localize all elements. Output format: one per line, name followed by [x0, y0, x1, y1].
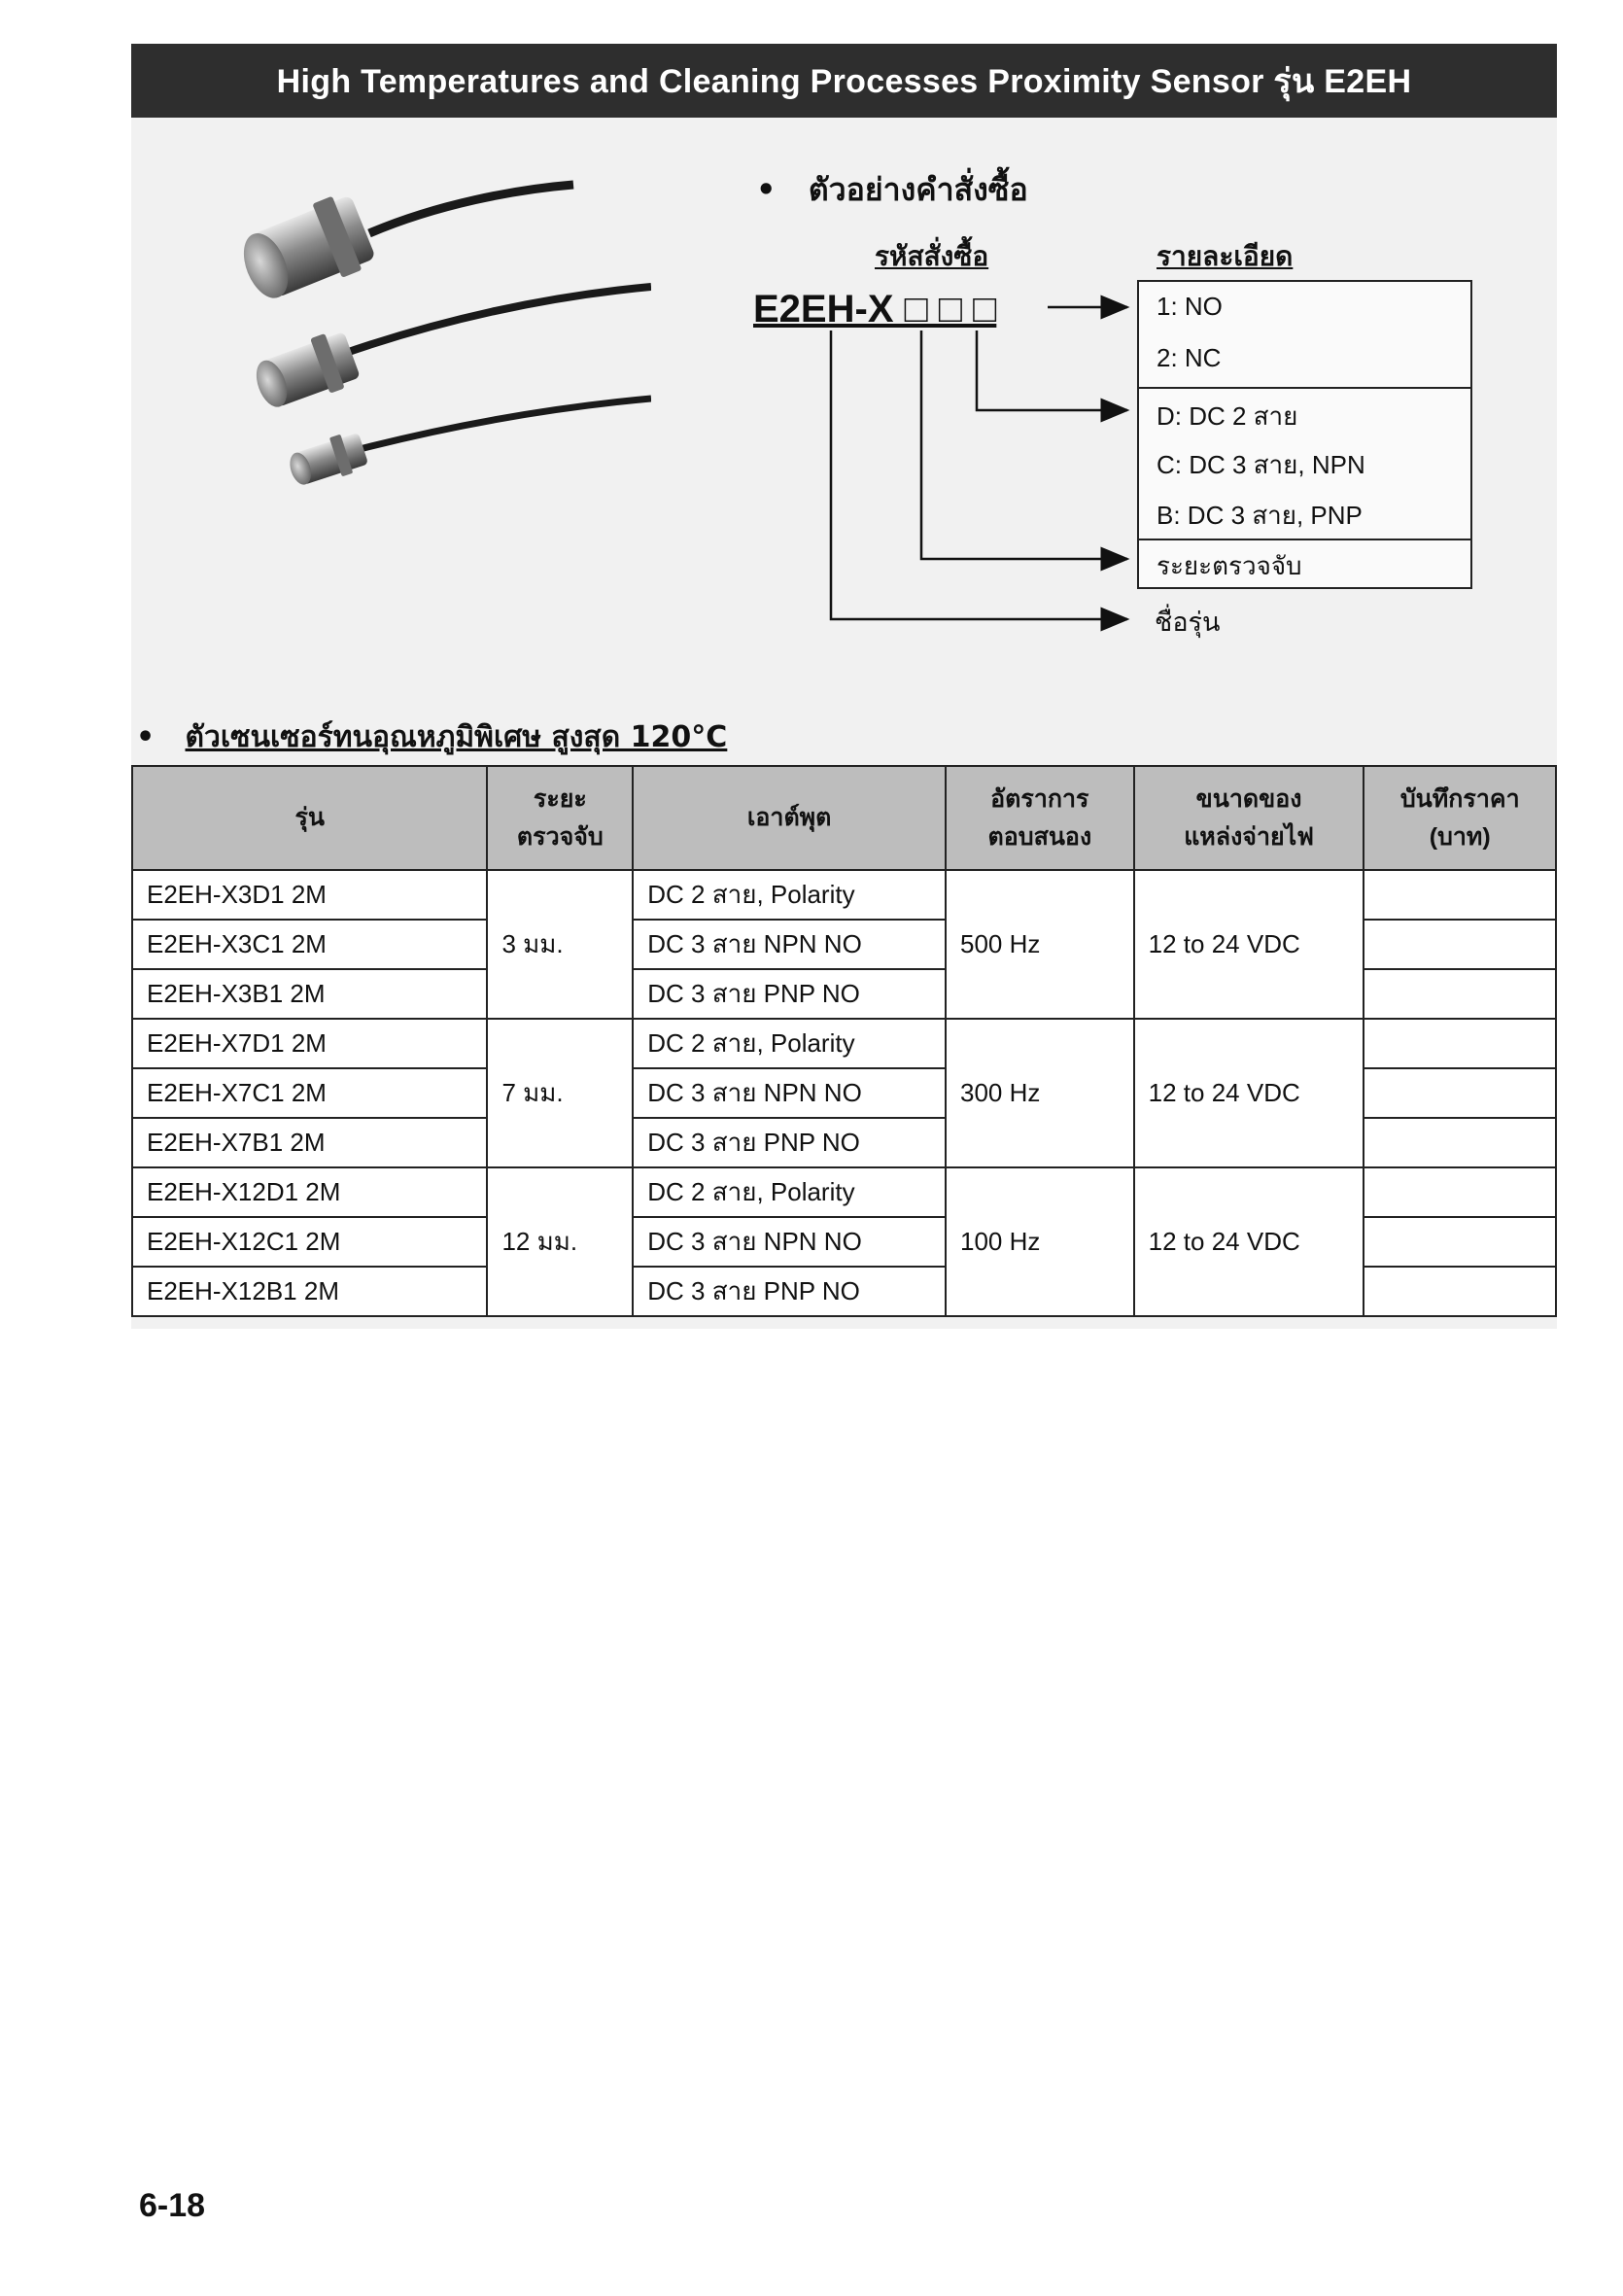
model-cell: E2EH-X7B1 2M	[132, 1118, 487, 1167]
page-number: 6-18	[139, 2187, 206, 2224]
response-cell: 500 Hz	[946, 870, 1134, 1019]
model-cell: E2EH-X3D1 2M	[132, 870, 487, 920]
model-cell: E2EH-X12B1 2M	[132, 1267, 487, 1316]
output-cell: DC 3 สาย NPN NO	[633, 1068, 946, 1118]
price-cell[interactable]	[1364, 870, 1556, 920]
section-heading: • ตัวเซนเซอร์ทนอุณหภูมิพิเศษ สูงสุด 120°C	[136, 720, 728, 754]
model-name-label: ชื่อรุ่น	[1155, 608, 1221, 638]
page-title: High Temperatures and Cleaning Processes Proximity Sensor รุ่น E2EH	[131, 44, 1557, 118]
price-cell[interactable]	[1364, 1267, 1556, 1316]
order-code: E2EH-X □ □ □	[753, 288, 997, 330]
model-cell: E2EH-X7C1 2M	[132, 1068, 487, 1118]
model-cell: E2EH-X12D1 2M	[132, 1167, 487, 1217]
output-cell: DC 3 สาย PNP NO	[633, 1267, 946, 1316]
distance-cell: 12 มม.	[487, 1167, 633, 1316]
supply-cell: 12 to 24 VDC	[1134, 870, 1364, 1019]
price-cell[interactable]	[1364, 1068, 1556, 1118]
header-response: อัตราการ ตอบสนอง	[946, 766, 1134, 870]
detail-item: 2: NC	[1157, 343, 1222, 372]
detail-item: 1: NO	[1157, 292, 1223, 321]
spec-table	[131, 765, 1557, 1317]
output-cell: DC 3 สาย PNP NO	[633, 1118, 946, 1167]
output-cell: DC 3 สาย PNP NO	[633, 969, 946, 1019]
model-cell: E2EH-X3B1 2M	[132, 969, 487, 1019]
table-row	[132, 870, 1556, 920]
header-output: เอาต์พุต	[633, 766, 946, 870]
price-cell[interactable]	[1364, 1167, 1556, 1217]
output-cell: DC 2 สาย, Polarity	[633, 1019, 946, 1068]
distance-cell: 3 มม.	[487, 870, 633, 1019]
detail-item: B: DC 3 สาย, PNP	[1157, 501, 1363, 530]
output-cell: DC 3 สาย NPN NO	[633, 920, 946, 969]
detail-label: รายละเอียด	[1157, 240, 1294, 272]
header-price: บันทึกราคา (บาท)	[1364, 766, 1556, 870]
supply-cell: 12 to 24 VDC	[1134, 1019, 1364, 1167]
output-cell: DC 3 สาย NPN NO	[633, 1217, 946, 1267]
detail-item: ระยะตรวจจับ	[1157, 551, 1302, 580]
price-cell[interactable]	[1364, 1019, 1556, 1068]
sensor-product-photo	[224, 165, 651, 535]
output-cell: DC 2 สาย, Polarity	[633, 870, 946, 920]
response-cell: 100 Hz	[946, 1167, 1134, 1316]
model-cell: E2EH-X12C1 2M	[132, 1217, 487, 1267]
detail-item: C: DC 3 สาย, NPN	[1157, 450, 1365, 479]
model-cell: E2EH-X7D1 2M	[132, 1019, 487, 1068]
response-cell: 300 Hz	[946, 1019, 1134, 1167]
table-row	[132, 1167, 1556, 1217]
distance-cell: 7 มม.	[487, 1019, 633, 1167]
order-code-label: รหัสสั่งซื้อ	[875, 240, 989, 272]
detail-item: D: DC 2 สาย	[1157, 401, 1298, 431]
order-example-heading: • ตัวอย่างคำสั่งซื้อ	[756, 171, 1028, 208]
price-cell[interactable]	[1364, 1118, 1556, 1167]
detail-box	[1137, 280, 1472, 589]
output-cell: DC 2 สาย, Polarity	[633, 1167, 946, 1217]
header-supply: ขนาดของ แหล่งจ่ายไฟ	[1134, 766, 1364, 870]
header-model: รุ่น	[132, 766, 487, 870]
table-row	[132, 1019, 1556, 1068]
supply-cell: 12 to 24 VDC	[1134, 1167, 1364, 1316]
price-cell[interactable]	[1364, 969, 1556, 1019]
price-cell[interactable]	[1364, 1217, 1556, 1267]
price-cell[interactable]	[1364, 920, 1556, 969]
header-distance: ระยะ ตรวจจับ	[487, 766, 633, 870]
table-header-row	[132, 766, 1556, 870]
model-cell: E2EH-X3C1 2M	[132, 920, 487, 969]
